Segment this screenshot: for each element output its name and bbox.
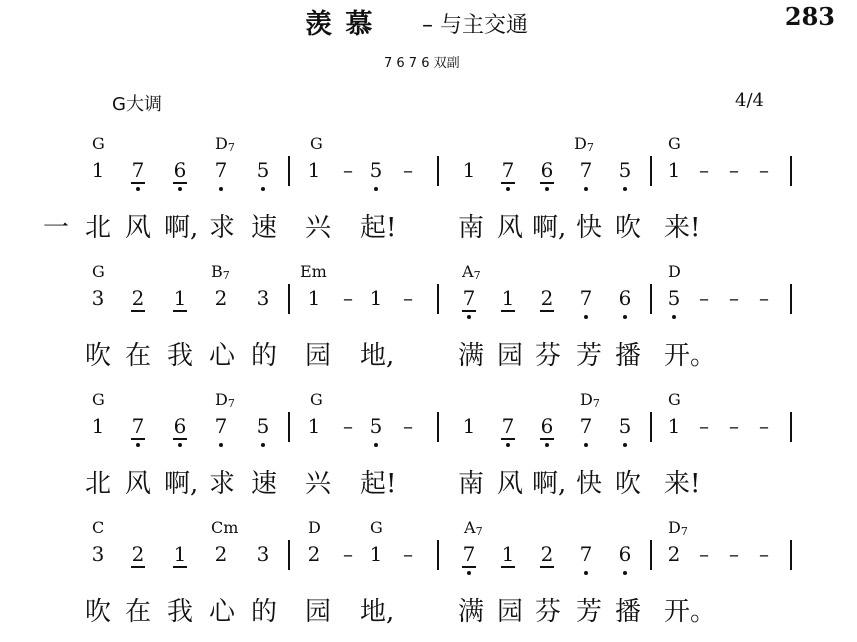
low-octave-dot <box>261 187 265 191</box>
note-number: 7 <box>461 544 477 564</box>
eighth-underline <box>173 438 187 440</box>
chord-extension: 7 <box>586 141 594 154</box>
chord-extension: 7 <box>475 525 483 538</box>
chord-root: G <box>310 134 323 153</box>
bar-line <box>650 412 652 442</box>
chord-extension: 7 <box>592 397 600 410</box>
note-number: 2 <box>540 286 554 310</box>
lyric-syllable: 速 <box>250 469 277 499</box>
note-number: 7 <box>213 160 229 180</box>
bar-line <box>437 156 439 186</box>
eighth-underline <box>131 566 145 568</box>
hold-dash: – <box>759 414 769 438</box>
chord-symbol <box>92 520 104 536</box>
lyric-syllable: 我 <box>166 341 193 371</box>
hold-dash: – <box>403 542 413 566</box>
eighth-underline <box>462 310 476 312</box>
note-number: 1 <box>369 542 383 566</box>
low-octave-dot <box>506 187 510 191</box>
chord-symbol <box>215 136 235 154</box>
note-number: 6 <box>172 416 188 436</box>
lyric-syllable: 我 <box>166 597 193 627</box>
low-octave-dot <box>374 443 378 447</box>
chord-root: Cm <box>211 518 239 537</box>
eighth-underline <box>501 566 515 568</box>
low-octave-dot <box>623 443 627 447</box>
low-octave-dot <box>584 571 588 575</box>
note-number: 3 <box>91 286 105 310</box>
lyric-syllable: 吹 <box>614 469 641 499</box>
eighth-underline <box>501 310 515 312</box>
chord-symbol <box>580 392 600 410</box>
chord-symbol <box>308 520 321 536</box>
note-number: 1 <box>501 286 515 310</box>
lyric-syllable: 南 <box>457 469 484 499</box>
note-number: 1 <box>173 286 187 310</box>
bar-line <box>790 156 792 186</box>
lyric-syllable: 风 <box>496 213 523 243</box>
chord-symbol <box>464 520 483 538</box>
bar-line <box>288 540 290 570</box>
chord-root: D <box>580 390 593 409</box>
chord-symbol <box>300 264 327 280</box>
note-number: 2 <box>214 542 228 566</box>
hold-dash: – <box>759 158 769 182</box>
low-octave-dot <box>178 187 182 191</box>
meter-label: 7 6 7 6 双副 <box>384 56 460 71</box>
chord-symbol <box>668 520 688 538</box>
eighth-underline <box>501 438 515 440</box>
note-number: 7 <box>578 544 594 564</box>
low-octave-dot <box>136 187 140 191</box>
lyric-syllable: 快 <box>575 469 602 499</box>
note-number: 5 <box>255 416 271 436</box>
lyric-syllable: 的 <box>250 341 277 371</box>
page-number: 283 <box>784 2 835 31</box>
low-octave-dot <box>374 187 378 191</box>
hold-dash: – <box>343 414 353 438</box>
chord-root: G <box>92 262 105 281</box>
chord-root: G <box>92 390 105 409</box>
eighth-underline <box>540 182 554 184</box>
lyric-syllable: 地, <box>360 597 395 627</box>
lyric-syllable: 求 <box>208 469 235 499</box>
lyric-syllable: 播 <box>614 597 641 627</box>
lyric-syllable: 满 <box>457 597 484 627</box>
lyric-syllable: 起! <box>360 469 397 499</box>
note-number: 2 <box>667 542 681 566</box>
chord-symbol <box>211 264 230 282</box>
chord-root: D <box>215 390 228 409</box>
lyric-syllable: 播 <box>614 341 641 371</box>
low-octave-dot <box>545 187 549 191</box>
eighth-underline <box>501 182 515 184</box>
note-number: 2 <box>307 542 321 566</box>
lyric-syllable: 吹 <box>614 213 641 243</box>
eighth-underline <box>131 182 145 184</box>
chord-extension: 7 <box>227 141 235 154</box>
eighth-underline <box>131 438 145 440</box>
chord-root: A <box>462 262 474 281</box>
note-number: 7 <box>130 416 146 436</box>
note-number: 3 <box>256 542 270 566</box>
chord-root: D <box>574 134 587 153</box>
lyric-syllable: 芳 <box>575 597 602 627</box>
note-number: 2 <box>214 286 228 310</box>
note-number: 7 <box>500 416 516 436</box>
bar-line <box>650 284 652 314</box>
lyric-syllable: 起! <box>360 213 397 243</box>
hold-dash: – <box>343 158 353 182</box>
lyric-syllable: 兴 <box>304 469 331 499</box>
note-number: 6 <box>539 416 555 436</box>
chord-symbol <box>574 136 594 154</box>
chord-root: G <box>370 518 383 537</box>
low-octave-dot <box>623 315 627 319</box>
low-octave-dot <box>672 315 676 319</box>
chord-symbol <box>310 392 323 408</box>
note-number: 5 <box>617 416 633 436</box>
note-number: 3 <box>256 286 270 310</box>
note-number: 1 <box>307 158 321 182</box>
chord-extension: 7 <box>222 269 230 282</box>
lyric-syllable: 来! <box>664 213 701 243</box>
lyric-syllable: 兴 <box>304 213 331 243</box>
lyric-syllable: 芳 <box>575 341 602 371</box>
note-number: 2 <box>540 542 554 566</box>
low-octave-dot <box>261 443 265 447</box>
hold-dash: – <box>729 542 739 566</box>
lyric-syllable: 心 <box>208 597 235 627</box>
lyric-syllable: 心 <box>208 341 235 371</box>
hold-dash: – <box>343 542 353 566</box>
key-signature: G大调 <box>112 94 162 115</box>
hold-dash: – <box>759 542 769 566</box>
note-number: 7 <box>461 288 477 308</box>
lyric-syllable: 开。 <box>664 341 717 371</box>
eighth-underline <box>173 566 187 568</box>
note-number: 7 <box>578 288 594 308</box>
bar-line <box>790 284 792 314</box>
hold-dash: – <box>729 158 739 182</box>
lyric-syllable: 在 <box>124 341 151 371</box>
eighth-underline <box>131 310 145 312</box>
chord-root: G <box>668 390 681 409</box>
bar-line <box>437 284 439 314</box>
note-number: 1 <box>91 414 105 438</box>
chord-root: G <box>668 134 681 153</box>
lyric-syllable: 风 <box>496 469 523 499</box>
bar-line <box>437 412 439 442</box>
lyric-syllable: 的 <box>250 597 277 627</box>
hold-dash: – <box>699 286 709 310</box>
hold-dash: – <box>403 286 413 310</box>
low-octave-dot <box>623 571 627 575</box>
low-octave-dot <box>584 315 588 319</box>
hold-dash: – <box>343 286 353 310</box>
chord-root: A <box>464 518 476 537</box>
chord-extension: 7 <box>680 525 688 538</box>
note-number: 1 <box>91 158 105 182</box>
note-number: 1 <box>307 414 321 438</box>
lyric-syllable: 风 <box>124 469 151 499</box>
eighth-underline <box>173 310 187 312</box>
chord-symbol <box>211 520 238 536</box>
chord-symbol <box>310 136 323 152</box>
note-number: 1 <box>462 414 476 438</box>
lyric-syllable: 满 <box>457 341 484 371</box>
chord-symbol <box>92 392 105 408</box>
hold-dash: – <box>699 542 709 566</box>
time-signature: 4/4 <box>735 90 764 111</box>
bar-line <box>437 540 439 570</box>
bar-line <box>650 540 652 570</box>
lyric-syllable: 北 <box>84 213 111 243</box>
hymn-subtitle: – 与主交通 <box>422 13 528 38</box>
lyric-syllable: 求 <box>208 213 235 243</box>
note-number: 7 <box>213 416 229 436</box>
note-number: 5 <box>255 160 271 180</box>
note-number: 6 <box>617 288 633 308</box>
chord-root: B <box>211 262 223 281</box>
note-number: 7 <box>578 416 594 436</box>
lyric-syllable: 园 <box>304 597 331 627</box>
chord-root: D <box>668 262 681 281</box>
lyric-syllable: 吹 <box>84 597 111 627</box>
note-number: 5 <box>368 416 384 436</box>
chord-root: G <box>92 134 105 153</box>
low-octave-dot <box>506 443 510 447</box>
hold-dash: – <box>403 158 413 182</box>
chord-symbol <box>92 264 105 280</box>
lyric-syllable: 一 <box>42 213 69 243</box>
lyric-syllable: 吹 <box>84 341 111 371</box>
note-number: 1 <box>667 158 681 182</box>
eighth-underline <box>540 310 554 312</box>
lyric-syllable: 速 <box>250 213 277 243</box>
note-number: 1 <box>369 286 383 310</box>
note-number: 6 <box>172 160 188 180</box>
low-octave-dot <box>467 571 471 575</box>
low-octave-dot <box>467 315 471 319</box>
lyric-syllable: 地, <box>360 341 395 371</box>
note-number: 5 <box>368 160 384 180</box>
low-octave-dot <box>136 443 140 447</box>
low-octave-dot <box>584 187 588 191</box>
hold-dash: – <box>729 286 739 310</box>
note-number: 7 <box>500 160 516 180</box>
low-octave-dot <box>219 443 223 447</box>
lyric-syllable: 快 <box>575 213 602 243</box>
bar-line <box>288 156 290 186</box>
chord-symbol <box>462 264 481 282</box>
note-number: 1 <box>501 542 515 566</box>
hold-dash: – <box>759 286 769 310</box>
lyric-syllable: 园 <box>304 341 331 371</box>
chord-symbol <box>215 392 235 410</box>
note-number: 1 <box>667 414 681 438</box>
hold-dash: – <box>699 158 709 182</box>
lyric-syllable: 啊, <box>532 469 567 499</box>
note-number: 7 <box>130 160 146 180</box>
chord-extension: 7 <box>227 397 235 410</box>
lyric-syllable: 南 <box>457 213 484 243</box>
lyric-syllable: 来! <box>664 469 701 499</box>
chord-root: C <box>92 518 105 537</box>
note-number: 2 <box>131 542 145 566</box>
eighth-underline <box>462 566 476 568</box>
chord-root: G <box>310 390 323 409</box>
lyric-syllable: 园 <box>496 597 523 627</box>
chord-root: Em <box>300 262 327 281</box>
bar-line <box>790 412 792 442</box>
chord-root: D <box>668 518 681 537</box>
note-number: 5 <box>666 288 682 308</box>
chord-extension: 7 <box>473 269 481 282</box>
note-number: 1 <box>307 286 321 310</box>
hold-dash: – <box>403 414 413 438</box>
eighth-underline <box>540 438 554 440</box>
note-number: 7 <box>578 160 594 180</box>
lyric-syllable: 园 <box>496 341 523 371</box>
hymn-title: 羡 慕 <box>305 9 375 40</box>
bar-line <box>288 412 290 442</box>
chord-root: D <box>308 518 321 537</box>
chord-symbol <box>668 136 681 152</box>
chord-symbol <box>668 264 681 280</box>
eighth-underline <box>173 182 187 184</box>
note-number: 5 <box>617 160 633 180</box>
chord-symbol <box>370 520 383 536</box>
bar-line <box>650 156 652 186</box>
note-number: 3 <box>91 542 105 566</box>
low-octave-dot <box>584 443 588 447</box>
lyric-syllable: 啊, <box>164 469 199 499</box>
bar-line <box>288 284 290 314</box>
chord-symbol <box>668 392 681 408</box>
low-octave-dot <box>623 187 627 191</box>
lyric-syllable: 啊, <box>532 213 567 243</box>
lyric-syllable: 在 <box>124 597 151 627</box>
chord-symbol <box>92 136 105 152</box>
lyric-syllable: 风 <box>124 213 151 243</box>
low-octave-dot <box>178 443 182 447</box>
lyric-syllable: 芬 <box>534 341 561 371</box>
hold-dash: – <box>699 414 709 438</box>
lyric-syllable: 北 <box>84 469 111 499</box>
note-number: 1 <box>173 542 187 566</box>
hold-dash: – <box>729 414 739 438</box>
note-number: 2 <box>131 286 145 310</box>
chord-root: D <box>215 134 228 153</box>
bar-line <box>790 540 792 570</box>
low-octave-dot <box>545 443 549 447</box>
note-number: 6 <box>617 544 633 564</box>
lyric-syllable: 啊, <box>164 213 199 243</box>
lyric-syllable: 芬 <box>534 597 561 627</box>
note-number: 1 <box>462 158 476 182</box>
low-octave-dot <box>219 187 223 191</box>
lyric-syllable: 开。 <box>664 597 717 627</box>
eighth-underline <box>540 566 554 568</box>
note-number: 6 <box>539 160 555 180</box>
